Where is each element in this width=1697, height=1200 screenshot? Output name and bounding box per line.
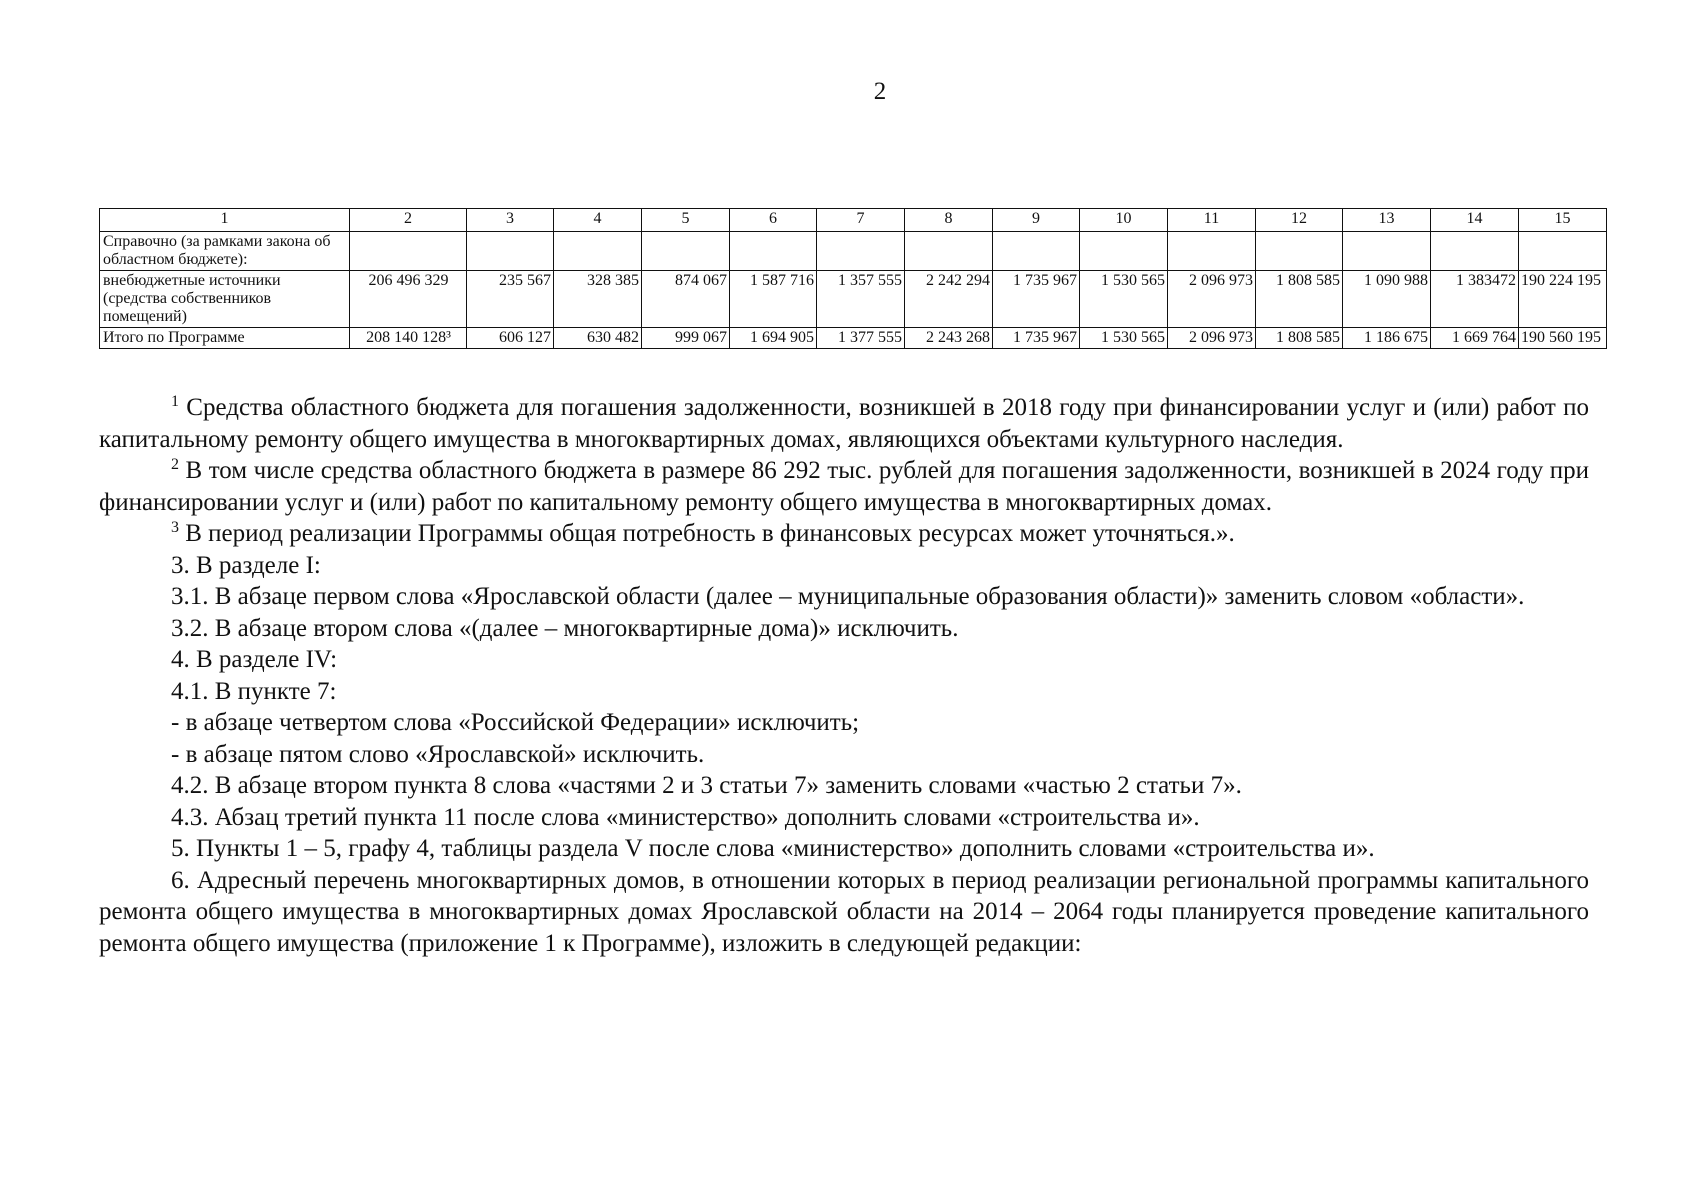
row-label: Итого по Программе xyxy=(100,328,350,349)
footnote-mark: 3 xyxy=(171,519,179,536)
table-cell: 2 242 294 xyxy=(905,271,993,328)
body-paragraph: 4.1. В пункте 7: xyxy=(171,677,337,705)
table-cell xyxy=(642,232,730,271)
footnote-text: В том числе средства областного бюджета в размере 86 292 тыс. рублей для погашения задолженности, возникшей в 2024 году при финансировании услуг и (или) работ по капитальному ремонту общего имущества в многоквартирных домах. xyxy=(99,457,1590,516)
table-header-cell: 5 xyxy=(642,209,730,232)
footnote-mark: 1 xyxy=(171,393,179,410)
table-cell: 190 224 195 xyxy=(1519,271,1607,328)
table-cell: 1 530 565 xyxy=(1080,271,1168,328)
table-cell: 208 140 128³ xyxy=(350,328,467,349)
table-cell xyxy=(1519,232,1607,271)
table-header-cell: 2 xyxy=(350,209,467,232)
table-cell xyxy=(1256,232,1343,271)
table-cell: 1 808 585 xyxy=(1256,328,1343,349)
budget-table xyxy=(99,208,1607,349)
table-cell: 1 694 905 xyxy=(730,328,817,349)
table-cell: 1 377 555 xyxy=(817,328,905,349)
body-paragraph: 4.3. Абзац третий пункта 11 после слова «министерство» дополнить словами «строительства и». xyxy=(171,803,1200,831)
table-cell xyxy=(817,232,905,271)
table-cell: 1 735 967 xyxy=(993,328,1080,349)
table-cell xyxy=(905,232,993,271)
row-label: внебюджетные источники (средства собственников помещений) xyxy=(100,271,350,328)
body-paragraph: 4. В разделе IV: xyxy=(171,646,338,673)
body-paragraph: 5. Пункты 1 – 5, графу 4, таблицы раздела V после слова «министерство» дополнить словами «строительства и». xyxy=(171,835,1375,862)
table-cell xyxy=(554,232,642,271)
table-header-cell: 3 xyxy=(467,209,554,232)
table-cell xyxy=(467,232,554,271)
table-header-cell: 14 xyxy=(1431,209,1519,232)
table-cell: 1 090 988 xyxy=(1343,271,1431,328)
table-cell xyxy=(1343,232,1431,271)
table-header-cell: 1 xyxy=(100,209,350,232)
document-body xyxy=(99,392,1589,959)
footnote xyxy=(99,518,1589,550)
body-paragraph: - в абзаце пятом слово «Ярославской» исключить. xyxy=(171,740,705,768)
table-cell: 630 482 xyxy=(554,328,642,349)
table-header-cell: 15 xyxy=(1519,209,1607,232)
body-paragraph: 3.2. В абзаце втором слова «(далее – многоквартирные дома)» исключить. xyxy=(171,614,959,642)
table-cell: 1 383472 xyxy=(1431,271,1519,328)
table-header-cell: 9 xyxy=(993,209,1080,232)
table-cell: 2 243 268 xyxy=(905,328,993,349)
body-paragraph: - в абзаце четвертом слова «Российской Федерации» исключить; xyxy=(171,709,860,736)
table-cell: 1 669 764 xyxy=(1431,328,1519,349)
table-header-cell: 4 xyxy=(554,209,642,232)
footnote xyxy=(99,392,1589,455)
table-header-cell: 7 xyxy=(817,209,905,232)
table-cell: 1 530 565 xyxy=(1080,328,1168,349)
table-header-row xyxy=(100,209,1607,232)
table-cell: 874 067 xyxy=(642,271,730,328)
table-header-cell: 12 xyxy=(1256,209,1343,232)
body-paragraph: 4.2. В абзаце втором пункта 8 слова «частями 2 и 3 статьи 7» заменить словами «частью 2 статьи 7». xyxy=(171,772,1242,799)
table-cell: 190 560 195 xyxy=(1519,328,1607,349)
table-cell xyxy=(350,232,467,271)
table-cell: 1 735 967 xyxy=(993,271,1080,328)
table-cell: 606 127 xyxy=(467,328,554,349)
table-cell xyxy=(993,232,1080,271)
table-cell xyxy=(730,232,817,271)
table-cell xyxy=(1080,232,1168,271)
body-paragraph: 3. В разделе I: xyxy=(171,551,321,579)
table-cell: 1 808 585 xyxy=(1256,271,1343,328)
table-cell: 235 567 xyxy=(467,271,554,328)
table-header-cell: 6 xyxy=(730,209,817,232)
table-cell: 1 357 555 xyxy=(817,271,905,328)
table-cell xyxy=(1168,232,1256,271)
footnote-text: Средства областного бюджета для погашения задолженности, возникшей в 2018 году при финансировании услуг и (или) работ по капитальному ремонту общего имущества в многоквартирных домах, являющихся объектами культурного наследия. xyxy=(99,394,1590,453)
table-cell: 1 186 675 xyxy=(1343,328,1431,349)
table-header-cell: 8 xyxy=(905,209,993,232)
table-cell: 999 067 xyxy=(642,328,730,349)
footnote xyxy=(99,455,1589,518)
table-row xyxy=(100,328,1607,349)
table-header-cell: 10 xyxy=(1080,209,1168,232)
table-cell: 2 096 973 xyxy=(1168,271,1256,328)
table-cell xyxy=(1431,232,1519,271)
table-cell: 2 096 973 xyxy=(1168,328,1256,349)
table-row xyxy=(100,232,1607,271)
footnote-text: В период реализации Программы общая потребность в финансовых ресурсах может уточняться.». xyxy=(185,520,1235,547)
table-cell: 1 587 716 xyxy=(730,271,817,328)
table-cell: 206 496 329 xyxy=(350,271,467,328)
table-cell: 328 385 xyxy=(554,271,642,328)
footnote-mark: 2 xyxy=(171,456,179,473)
page-number: 2 xyxy=(873,78,887,105)
table-header-cell: 11 xyxy=(1168,209,1256,232)
body-paragraph: 6. Адресный перечень многоквартирных домов, в отношении которых в период реализации региональной программы капитального ремонта общего имущества в многоквартирных домах Ярославской области на 2014 – 2064 годы планируется проведение капитального ремонта общего имущества (приложение 1 к Программе), изложить в следующей редакции: xyxy=(99,866,1589,957)
row-label: Справочно (за рамками закона об областном бюджете): xyxy=(100,232,350,271)
body-paragraph: 3.1. В абзаце первом слова «Ярославской области (далее – муниципальные образования области)» заменить словом «области». xyxy=(171,583,1525,610)
table-body xyxy=(100,209,1607,349)
table-row xyxy=(100,271,1607,328)
table-header-cell: 13 xyxy=(1343,209,1431,232)
